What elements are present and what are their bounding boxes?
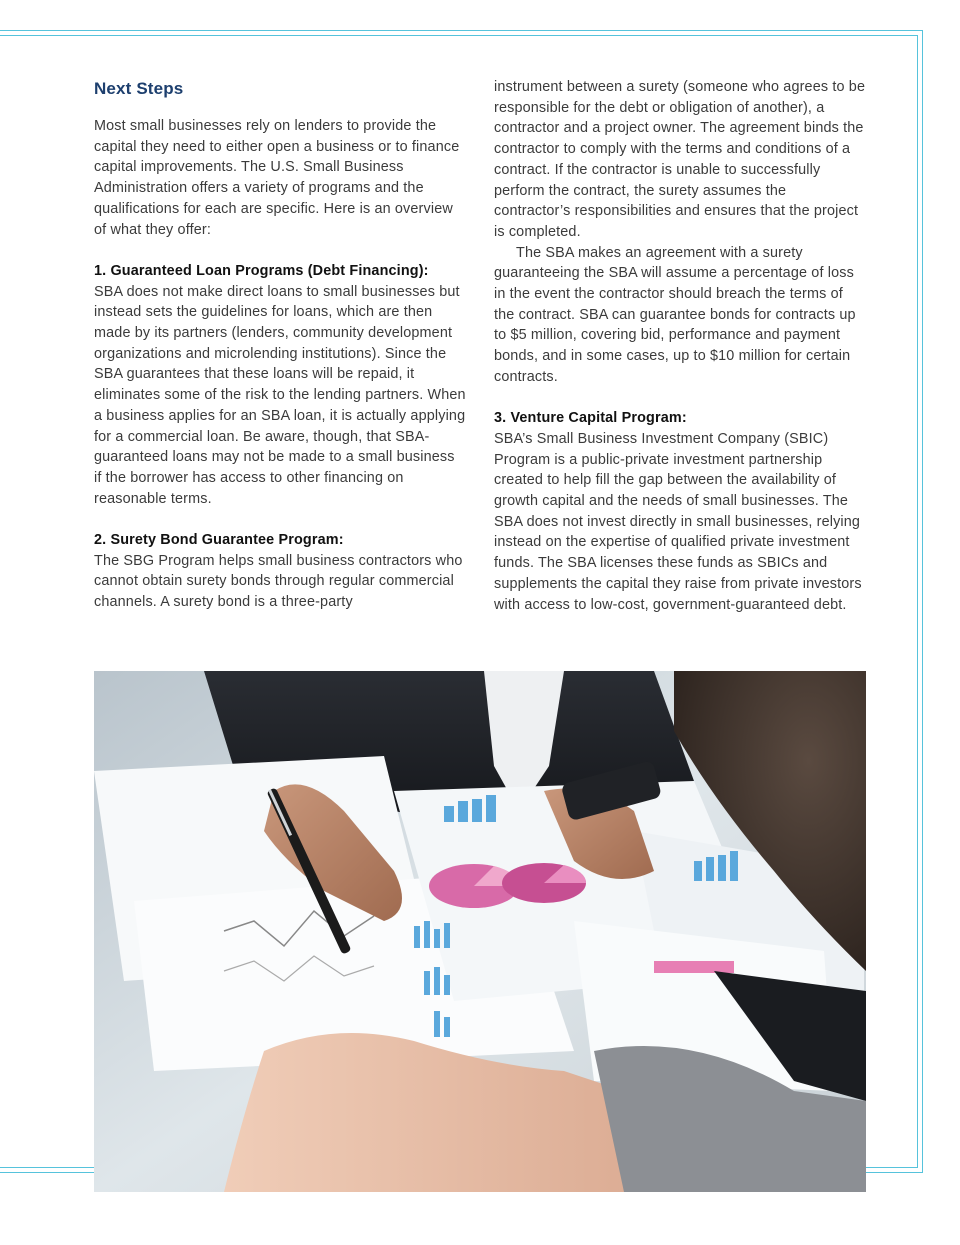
right-column bbox=[494, 77, 866, 615]
section-heading: Next Steps bbox=[94, 79, 184, 98]
section2-title: 2. Surety Bond Guarantee Program: bbox=[94, 532, 344, 549]
section2-paragraph2: The SBA makes an agreement with a surety guaranteeing the SBA will assume a percentage of loss in the event the contractor should breach the terms of the contract. SBA can guarantee bonds for contracts up to $5 million, covering bid, performance and payment bonds, and in some cases, up to $10 million for certain contracts. bbox=[494, 244, 856, 385]
section1-body: SBA does not make direct loans to small businesses but instead sets the guidelines for loans, which are then made by its partners (lenders, community development organizations and microlending institutions). Since the SBA guarantees that these loans will be repaid, it eliminates some of the risk to the lending partners. When a business applies for an SBA loan, it is actually applying for a commercial loan. Be aware, though, that SBA-guaranteed loans may not be made to a small business if the borrower has access to other financing on reasonable terms. bbox=[94, 283, 466, 507]
section2-body: The SBG Program helps small business contractors who cannot obtain surety bonds through regular commercial channels. A surety bond is a three-party bbox=[94, 552, 463, 611]
section2-body-continued: instrument between a surety (someone who agrees to be responsible for the debt or obligation of another), a contractor and a project owner. The agreement binds the contractor to comply with the terms and conditions of a contract. If the contractor is unable to successfully perform the contract, the surety assumes the contractor’s responsibilities and ensures that the project is completed. bbox=[494, 79, 866, 240]
business-meeting-photo bbox=[94, 671, 866, 1192]
intro-paragraph: Most small businesses rely on lenders to provide the capital they need to either open a business or to finance capital improvements. The U.S. Small Business Administration offers a variety of programs and the qualifications for each are specific. Here is an overview of what they offer: bbox=[94, 118, 460, 238]
section3-body: SBA’s Small Business Investment Company (SBIC) Program is a public-private investment partnership created to help fill the gap between the availability of growth capital and the needs of small businesses. The SBA does not invest directly in small businesses, relying instead on the expertise of qualified private investment funds. The SBA licenses these funds as SBICs and supplements the capital they raise from private investors with access to low-cost, government-guaranteed debt. bbox=[494, 430, 862, 613]
section1-title: 1. Guaranteed Loan Programs (Debt Financing): bbox=[94, 262, 429, 279]
left-column bbox=[94, 76, 466, 613]
section3-title: 3. Venture Capital Program: bbox=[494, 410, 687, 427]
